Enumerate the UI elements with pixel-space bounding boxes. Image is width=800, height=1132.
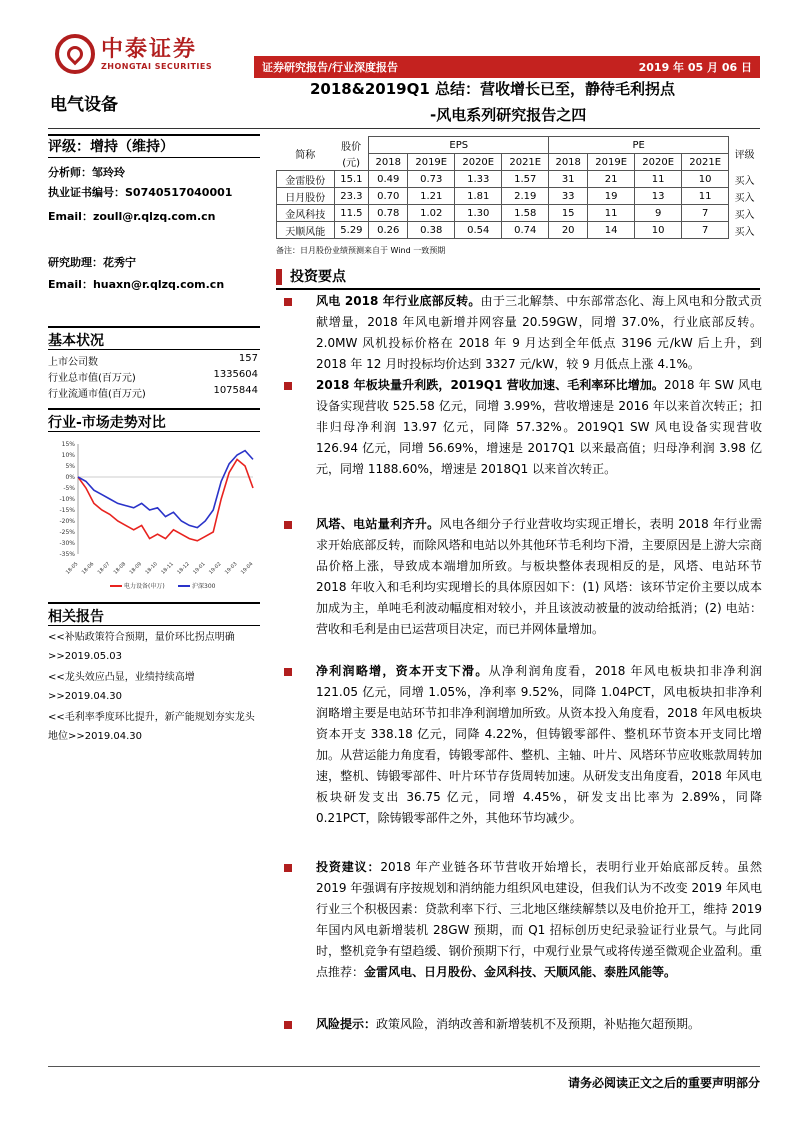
col-price-header: 股价: [341, 141, 362, 153]
metric-cell: 10: [635, 222, 682, 239]
valuation-table: [276, 136, 760, 239]
sector-title: 电气设备: [50, 95, 118, 115]
point-text: 风电各细分子行业营收均实现正增长，表明 2018 年行业需求开始底部反转，而除风塔和电站以外其他环节毛利均下滑，主要原因是上游大宗商品价格上涨，导致成本端增加所致。与板块整体表现相反的是，风塔、电站环节 2018 年收入和毛利均实现增长的具体原因如下：(1) 风塔：该环节定价主要以成本加成为主，单吨毛利波动幅度相对较小，并且该波动被量的波动给抵消；(2) 电站：营收和毛利是由已运营项目决定，而已并网体量增加。: [316, 517, 762, 636]
series-line: [78, 451, 253, 528]
metric-cell: 1.33: [455, 171, 502, 188]
metric-cell: 31: [549, 171, 588, 188]
stock-name: 天顺风能: [277, 222, 335, 239]
assistant-email: Email：huaxn@r.qlzq.com.cn: [48, 278, 225, 291]
point-text: 政策风险，消纳改善和新增装机不及预期，补贴拖欠超预期。: [376, 1017, 701, 1031]
rating: 评级：增持（维持）: [48, 139, 174, 155]
report-type-bar: [254, 56, 760, 78]
point-heading: 风塔、电站量利齐升。: [316, 517, 440, 531]
y-tick-label: 10%: [61, 452, 75, 459]
point-paragraph: [316, 375, 762, 480]
y-tick-label: -35%: [59, 551, 75, 558]
bullet-icon: [284, 668, 292, 676]
bullet-icon: [284, 864, 292, 872]
metric-cell: 11: [682, 188, 729, 205]
y-tick-label: -30%: [59, 540, 75, 547]
metric-cell: 0.49: [369, 171, 408, 188]
logo-mark-icon: [55, 34, 95, 74]
point-heading: 2018 年板块量升利跌，2019Q1 营收加速、毛利率环比增加。: [316, 378, 665, 392]
rating-header: 评级: [734, 150, 755, 161]
stock-name: 金雷股份: [277, 171, 335, 188]
y-tick-label: 5%: [65, 463, 75, 470]
metric-cell: 0.54: [455, 222, 502, 239]
point-paragraph: [316, 857, 762, 983]
report-type: 证券研究报告/行业深度报告: [262, 61, 399, 74]
metric-cell: 10: [682, 171, 729, 188]
logo-name-cn: 中泰证券: [101, 36, 198, 62]
metric-cell: 7: [682, 205, 729, 222]
stat-value: 1075844: [213, 385, 258, 396]
bullet-icon: [284, 1021, 292, 1029]
logo-name-en: ZHONGTAI SECURITIES: [101, 61, 213, 71]
stock-price: 23.3: [334, 188, 369, 205]
x-tick-label: 19-03: [223, 561, 239, 576]
left-divider: [48, 326, 260, 328]
price-unit: (元): [342, 158, 361, 170]
logo: [55, 34, 212, 74]
y-tick-label: -10%: [59, 496, 75, 503]
x-tick-label: 18-11: [160, 561, 175, 576]
disclaimer-notice: 请务必阅读正文之后的重要声明部分: [567, 1076, 760, 1090]
x-tick-label: 18-08: [112, 561, 128, 576]
footer-divider: [48, 1066, 760, 1067]
metric-cell: 21: [588, 171, 635, 188]
metric-cell: 33: [549, 188, 588, 205]
point-heading: 风电 2018 年行业底部反转。: [316, 294, 481, 308]
metric-cell: 1.58: [502, 205, 549, 222]
related-report-link[interactable]: <<补贴政策符合预期，量价环比拐点明确>>2019.05.03: [48, 632, 235, 662]
metric-cell: 0.70: [369, 188, 408, 205]
bullet-icon: [284, 521, 292, 529]
stat-label: 上市公司数: [48, 357, 98, 368]
year-header: 2019E: [408, 154, 455, 171]
stat-row: [48, 385, 258, 400]
related-reports-title: 相关报告: [48, 609, 104, 625]
assistant: 研究助理：花秀宁: [48, 256, 136, 269]
investment-title: 投资要点: [276, 266, 760, 290]
recommended-stocks: 金雷风电、日月股份、金风科技、天顺风能、泰胜风能等。: [364, 965, 677, 979]
x-tick-label: 18-09: [128, 561, 144, 576]
metric-cell: 11: [635, 171, 682, 188]
metric-cell: 13: [635, 188, 682, 205]
metric-cell: 20: [549, 222, 588, 239]
x-tick-label: 18-12: [176, 561, 191, 576]
bullet-icon: [284, 382, 292, 390]
stock-rating: 买入: [734, 192, 755, 204]
stat-value: 1335604: [213, 369, 258, 380]
stock-price: 15.1: [334, 171, 369, 188]
table-note: 备注：日月股份业绩预测来自于 Wind 一致预期: [276, 246, 446, 255]
pe-header: PE: [549, 137, 729, 154]
point-text: 由于三北解禁、中东部常态化、海上风电和分散式贡献增量，2018 年风电新增并网容量 20.59GW，同增 37.0%，行业底部反转。2.0MW 风机投标价格在 2018 年 9 月达到全年低点 3196 元/kW 后上升，到 2018 年 12 月时投标均价达到 3327 元/kW，较 9 月低点上涨 4.1%。: [316, 294, 762, 371]
point-text: 2018 年产业链各环节营收开始增长，表明行业开始底部反转。虽然 2019 年强调有序按规划和消纳能力组织风电建设，但我们认为不改变 2019 年风电行业三个积极因素：贷款利率下行、三北地区继续解禁以及电价抢开工，维持 2019 年国内风电新增装机 28GW 预期，而 Q1 招标创历史纪录验证行业景气。与此同时，整机竞争有望趋缓、钢价预期下行，中观行业景气或将传递至微观企业盈利。重点推荐：: [316, 860, 762, 979]
legend-label: 沪深300: [192, 583, 216, 590]
point-text: 从净利润角度看，2018 年风电板块扣非净利润 121.05 亿元，同增 1.05%，净利率 9.52%，同降 1.04PCT，风电板块扣非净利润略增主要是电站环节扣非净利润增加所致。从资本投入角度看，2018 年风电板块资本开支 338.18 亿元，同降 4.22%，但铸锻零部件、整机环节资本开支同比增加。从营运能力角度看，铸锻零部件、整机、主轴、叶片、风塔环节应收账款周转加速，整机、铸锻零部件、叶片环节存货周转加速。从研发支出角度看，2018 年风电板块研发支出 36.75 亿元，同增 4.45%，研发支出比率为 2.89%，同降 0.21PCT，除铸锻零部件之外，其他环节均减少。: [316, 664, 762, 825]
year-header: 2018: [549, 154, 588, 171]
stock-price: 5.29: [334, 222, 369, 239]
stock-price: 11.5: [334, 205, 369, 222]
year-header: 2018: [369, 154, 408, 171]
point-paragraph: [316, 291, 762, 375]
y-tick-label: 15%: [61, 441, 75, 448]
point-heading: 投资建议：: [316, 860, 381, 874]
chart-title: 行业-市场走势对比: [48, 415, 166, 431]
stat-row: [48, 369, 258, 384]
y-tick-label: -25%: [59, 529, 75, 536]
left-divider: [48, 625, 260, 626]
year-header: 2021E: [682, 154, 729, 171]
analyst: 分析师：邹玲玲: [48, 166, 125, 179]
year-header: 2020E: [635, 154, 682, 171]
point-heading: 净利润略增，资本开支下滑。: [316, 664, 489, 678]
cert-number: 执业证书编号：S0740517040001: [48, 186, 233, 199]
year-header: 2020E: [455, 154, 502, 171]
stock-rating: 买入: [734, 175, 755, 187]
left-divider: [48, 602, 260, 604]
left-divider: [48, 408, 260, 410]
point-heading: 风险提示：: [316, 1017, 377, 1031]
metric-cell: 7: [682, 222, 729, 239]
metric-cell: 1.81: [455, 188, 502, 205]
series-line: [78, 459, 253, 540]
basic-status-title: 基本状况: [48, 333, 104, 349]
related-report-link[interactable]: <<毛利率季度环比提升，新产能规划夯实龙头地位>>2019.04.30: [48, 712, 255, 742]
related-report-link[interactable]: <<龙头效应凸显，业绩持续高增>>2019.04.30: [48, 672, 195, 702]
stat-label: 行业流通市值(百万元): [48, 389, 146, 400]
metric-cell: 1.02: [408, 205, 455, 222]
y-tick-label: 0%: [65, 474, 75, 481]
left-divider: [48, 157, 260, 158]
stat-row: [48, 353, 258, 368]
metric-cell: 1.57: [502, 171, 549, 188]
x-tick-label: 19-01: [192, 561, 207, 576]
stock-rating: 买入: [734, 226, 755, 238]
x-tick-label: 19-04: [239, 561, 255, 576]
y-tick-label: -15%: [59, 507, 75, 514]
x-tick-label: 18-05: [64, 561, 80, 576]
point-paragraph: [316, 514, 762, 640]
stock-name: 金风科技: [277, 205, 335, 222]
metric-cell: 1.21: [408, 188, 455, 205]
analyst-email: Email：zoull@r.qlzq.com.cn: [48, 210, 216, 223]
table-row: [277, 188, 761, 205]
report-subtitle: -风电系列研究报告之四: [430, 106, 587, 124]
market-trend-chart: [48, 436, 260, 596]
stock-name: 日月股份: [277, 188, 335, 205]
left-divider: [48, 349, 260, 350]
report-date: 2019 年 05 月 06 日: [638, 61, 752, 74]
table-row: [277, 222, 761, 239]
metric-cell: 19: [588, 188, 635, 205]
metric-cell: 11: [588, 205, 635, 222]
metric-cell: 9: [635, 205, 682, 222]
eps-header: EPS: [369, 137, 549, 154]
stat-value: 157: [238, 353, 258, 364]
y-tick-label: -5%: [63, 485, 75, 492]
metric-cell: 15: [549, 205, 588, 222]
table-row: [277, 171, 761, 188]
x-tick-label: 18-07: [96, 561, 112, 576]
table-row: [277, 205, 761, 222]
col-name-header: 简称: [295, 149, 316, 161]
point-paragraph: [316, 661, 762, 829]
left-divider: [48, 431, 260, 432]
trend-chart-svg: [48, 436, 260, 596]
point-paragraph: [316, 1014, 762, 1035]
metric-cell: 14: [588, 222, 635, 239]
header-divider: [48, 128, 760, 129]
metric-cell: 2.19: [502, 188, 549, 205]
metric-cell: 0.26: [369, 222, 408, 239]
x-tick-label: 18-06: [80, 561, 96, 576]
legend-label: 电力设备(申万): [124, 583, 165, 590]
metric-cell: 1.30: [455, 205, 502, 222]
x-tick-label: 18-10: [144, 561, 159, 576]
y-tick-label: -20%: [59, 518, 75, 525]
year-header: 2021E: [502, 154, 549, 171]
metric-cell: 0.73: [408, 171, 455, 188]
report-title: 2018&2019Q1 总结：营收增长已至，静待毛利拐点: [310, 80, 675, 98]
stat-label: 行业总市值(百万元): [48, 373, 136, 384]
x-tick-label: 19-02: [208, 561, 223, 576]
year-header: 2019E: [588, 154, 635, 171]
metric-cell: 0.38: [408, 222, 455, 239]
bullet-icon: [284, 298, 292, 306]
point-text: 2018 年 SW 风电设备实现营收 525.58 亿元，同增 3.99%，营收增速是 2016 年以来首次转正；扣非归母净利润 13.97 亿元，同降 57.32%。2019Q1 SW 风电设备实现营收 126.94 亿元，同增 56.69%，增速是 2017Q1 以来最高值；归母净利润 3.98 亿元，同增 1188.60%，增速是 2018Q1 以来首次转正。: [316, 378, 762, 476]
stock-rating: 买入: [734, 209, 755, 221]
metric-cell: 0.74: [502, 222, 549, 239]
metric-cell: 0.78: [369, 205, 408, 222]
